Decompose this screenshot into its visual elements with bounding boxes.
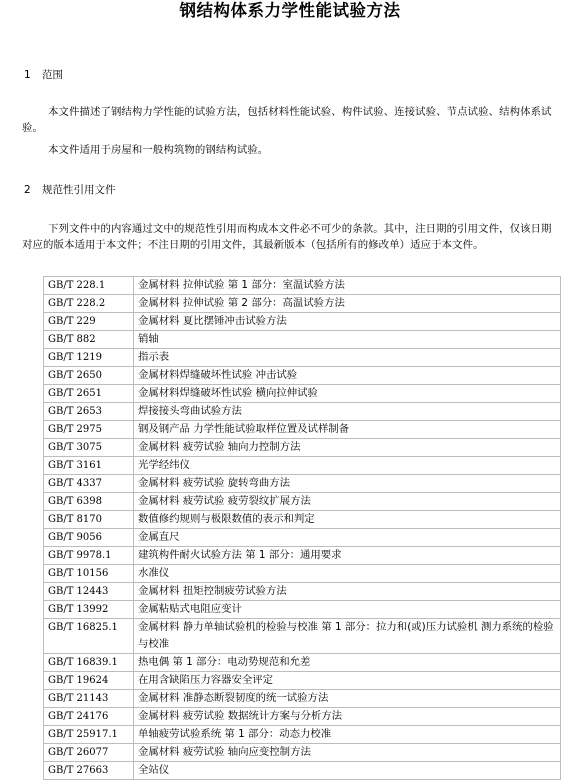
reference-name: 金属材料 静力单轴试验机的检验与校准 第 1 部分：拉力和(或)压力试验机 测力系统的检验与校准 [134,619,561,654]
table-row [44,421,561,439]
scope-paragraph-2: 本文件适用于房屋和一般构筑物的钢结构试验。 [48,144,269,156]
reference-name: 金属材料 夏比摆锤冲击试验方法 [134,313,561,331]
reference-code: GB/T 228.1 [44,277,134,295]
reference-name: 建筑构件耐火试验方法 第 1 部分：通用要求 [134,547,561,565]
table-row [44,762,561,780]
table-row [44,277,561,295]
reference-code: GB/T 1219 [44,349,134,367]
reference-code: GB/T 27663 [44,762,134,780]
reference-name: 金属材料 拉伸试验 第 1 部分：室温试验方法 [134,277,561,295]
reference-code: GB/T 882 [44,331,134,349]
table-row [44,690,561,708]
reference-name: 金属直尺 [134,529,561,547]
reference-name: 焊接接头弯曲试验方法 [134,403,561,421]
section-number: 2 [24,184,31,196]
table-row [44,708,561,726]
reference-name: 金属材料 疲劳试验 轴向力控制方法 [134,439,561,457]
table-row [44,367,561,385]
reference-code: GB/T 16825.1 [44,619,134,654]
table-row [44,601,561,619]
table-row [44,619,561,654]
document-title: 钢结构体系力学性能试验方法 [179,1,401,20]
table-row [44,547,561,565]
reference-code: GB/T 26077 [44,744,134,762]
reference-code: GB/T 9978.1 [44,547,134,565]
reference-name: 金属材料 准静态断裂韧度的统一试验方法 [134,690,561,708]
reference-name: 在用含缺陷压力容器安全评定 [134,672,561,690]
table-row [44,744,561,762]
reference-name: 金属材料 疲劳试验 旋转弯曲方法 [134,475,561,493]
reference-name: 热电偶 第 1 部分：电动势规范和允差 [134,654,561,672]
section-title: 范围 [42,69,63,81]
reference-code: GB/T 19624 [44,672,134,690]
reference-code: GB/T 2975 [44,421,134,439]
reference-name: 销轴 [134,331,561,349]
reference-name: 指示表 [134,349,561,367]
reference-name: 金属材料焊缝破坏性试验 冲击试验 [134,367,561,385]
reference-code: GB/T 2651 [44,385,134,403]
scope-paragraph-1: 本文件描述了钢结构力学性能的试验方法，包括材料性能试验、构件试验、连接试验、节点试验、结构体系试验。 [22,106,552,134]
reference-name: 金属材料 拉伸试验 第 2 部分：高温试验方法 [134,295,561,313]
reference-code: GB/T 21143 [44,690,134,708]
table-row [44,313,561,331]
table-row [44,565,561,583]
reference-name: 金属材料 疲劳试验 数据统计方案与分析方法 [134,708,561,726]
section-title: 规范性引用文件 [42,184,116,196]
reference-code: GB/T 6398 [44,493,134,511]
reference-name: 金属材料 疲劳试验 疲劳裂纹扩展方法 [134,493,561,511]
reference-name: 光学经纬仪 [134,457,561,475]
reference-code: GB/T 229 [44,313,134,331]
table-row [44,457,561,475]
reference-name: 全站仪 [134,762,561,780]
reference-code: GB/T 9056 [44,529,134,547]
table-row [44,493,561,511]
reference-name: 水准仪 [134,565,561,583]
reference-code: GB/T 10156 [44,565,134,583]
reference-code: GB/T 228.2 [44,295,134,313]
references-intro-paragraph: 下列文件中的内容通过文中的规范性引用而构成本文件必不可少的条款。其中，注日期的引用文件，仅该日期对应的版本适用于本文件；不注日期的引用文件，其最新版本（包括所有的修改单）适应于本文件。 [22,223,552,251]
reference-code: GB/T 8170 [44,511,134,529]
reference-name: 金属材料 疲劳试验 轴向应变控制方法 [134,744,561,762]
reference-name: 数值修约规则与极限数值的表示和判定 [134,511,561,529]
reference-name: 单轴疲劳试验系统 第 1 部分：动态力校准 [134,726,561,744]
reference-name: 钢及钢产品 力学性能试验取样位置及试样制备 [134,421,561,439]
references-table [43,276,561,780]
reference-code: GB/T 16839.1 [44,654,134,672]
table-row [44,385,561,403]
reference-code: GB/T 2653 [44,403,134,421]
reference-code: GB/T 24176 [44,708,134,726]
table-row [44,529,561,547]
table-row [44,511,561,529]
table-row [44,583,561,601]
reference-name: 金属材料 扭矩控制疲劳试验方法 [134,583,561,601]
section-heading-normative-references [24,183,116,197]
reference-code: GB/T 12443 [44,583,134,601]
reference-code: GB/T 2650 [44,367,134,385]
section-number: 1 [24,69,31,81]
table-row [44,349,561,367]
table-row [44,403,561,421]
table-row [44,331,561,349]
reference-code: GB/T 13992 [44,601,134,619]
reference-code: GB/T 4337 [44,475,134,493]
reference-code: GB/T 3161 [44,457,134,475]
reference-name: 金属粘贴式电阻应变计 [134,601,561,619]
reference-code: GB/T 25917.1 [44,726,134,744]
section-heading-scope [24,68,63,82]
reference-name: 金属材料焊缝破坏性试验 横向拉伸试验 [134,385,561,403]
references-table-body [44,277,561,780]
table-row [44,439,561,457]
reference-code: GB/T 3075 [44,439,134,457]
table-row [44,726,561,744]
table-row [44,672,561,690]
table-row [44,475,561,493]
table-row [44,295,561,313]
table-row [44,654,561,672]
